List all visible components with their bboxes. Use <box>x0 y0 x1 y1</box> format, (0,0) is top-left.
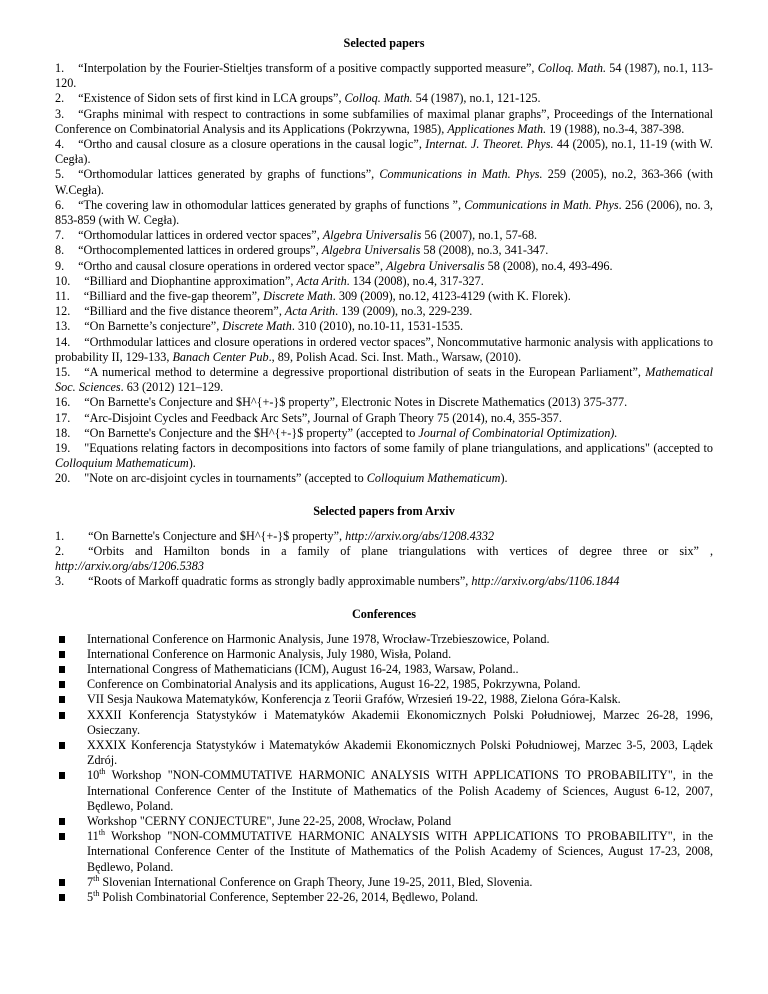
conference-item <box>55 677 713 692</box>
paper-entry <box>55 107 713 137</box>
paper-entry <box>55 198 713 228</box>
arxiv-entry <box>55 574 713 589</box>
item-number: 4. <box>55 137 65 152</box>
item-number: 9. <box>55 258 65 273</box>
text-run: “Orthmodular lattices and closure operations in ordered vector spaces”, Noncommutative harmonic analysis with applications to probability II, 129-133, <box>55 334 713 364</box>
text-run: Workshop "NON-COMMUTATIVE HARMONIC ANALYSIS WITH APPLICATIONS TO PROBABILITY", in the International Conference Center of the Institute of Mathematics of the Polish Academy of Sciences, August 6-12, 2007, Będlewo, Poland. <box>87 768 713 813</box>
square-bullet-icon <box>59 636 65 643</box>
conferences-list <box>55 632 713 906</box>
text-run: “On Barnette's Conjecture and $H^{+-}$ property”, Electronic Notes in Discrete Mathematics (2013) 375-377. <box>84 395 628 410</box>
text-run: “Roots of Markoff quadratic forms as strongly badly approximable numbers”, <box>88 574 472 589</box>
arxiv-entry <box>55 544 713 574</box>
paper-entry <box>55 61 713 91</box>
text-run: 259 (2005), no.2, 363-366 (with W.Cegła). <box>55 167 713 197</box>
text-run: 58 (2008), no.3, 341-347. <box>420 243 549 258</box>
text-run: 54 (1987), no.1, 121-125. <box>412 91 541 106</box>
paper-entry <box>55 91 713 106</box>
paper-entry <box>55 319 713 334</box>
item-number: 3. <box>55 106 65 121</box>
conference-item <box>55 875 713 890</box>
square-bullet-icon <box>59 833 65 840</box>
text-run: “Graphs minimal with respect to contractions in some subfamilies of maximal planar graphs”, Proceedings of the International Conference on Combinatorial Analysis and its Applications (Pokrzywna, 1985), <box>55 106 713 136</box>
text-run: “Interpolation by the Fourier-Stieltjes transform of a positive compactly supported measure”, <box>78 61 538 75</box>
paper-entry <box>55 228 713 243</box>
conference-item <box>55 738 713 768</box>
arxiv-entry <box>55 529 713 544</box>
italic-text: Banach Center Pub <box>172 349 269 364</box>
conference-item <box>55 768 713 814</box>
text-run: 19 (1988), no.3-4, 387-398. <box>546 121 685 136</box>
selected-papers-heading: Selected papers <box>343 36 425 50</box>
paper-entry <box>55 395 713 410</box>
text-run: “A numerical method to determine a degressive proportional distribution of seats in the European Parliament”, <box>84 365 646 380</box>
text-run: 54 (1987), no.1, 113-120. <box>55 61 713 91</box>
text-run: “On Barnette's Conjecture and the $H^{+-}$ property” (accepted to <box>84 425 419 440</box>
italic-text: Colloquium Mathematicum <box>55 456 189 471</box>
paper-entry <box>55 243 713 258</box>
item-number: 7. <box>55 228 65 243</box>
square-bullet-icon <box>59 894 65 901</box>
text-run: “On Barnette's Conjecture and $H^{+-}$ property”, <box>88 528 346 543</box>
item-number: 19. <box>55 441 71 456</box>
italic-text: Algebra Universalis <box>386 258 485 273</box>
italic-text: Journal of Combinatorial Optimization). <box>418 425 618 440</box>
text-run: Workshop "CERNY CONJECTURE", June 22-25, 2008, Wrocław, Poland <box>87 813 452 828</box>
text-run: 58 (2008), no.4, 493-496. <box>484 258 613 273</box>
square-bullet-icon <box>59 666 65 673</box>
text-run: . 134 (2008), no.4, 317-327. <box>346 273 484 288</box>
italic-text: Internat. J. Theoret. Phys. <box>425 137 554 152</box>
italic-text: http://arxiv.org/abs/1106.1844 <box>471 574 620 589</box>
italic-text: Communications in Math. Phys <box>464 197 619 212</box>
text-run: 44 (2005), no.1, 11-19 (with W. Cegła). <box>55 137 713 167</box>
italic-text: Colloq. Math. <box>344 91 413 106</box>
selected-papers-list <box>55 61 713 487</box>
item-number: 15. <box>55 365 71 380</box>
conference-item <box>55 829 713 875</box>
conference-item <box>55 708 713 738</box>
square-bullet-icon <box>59 818 65 825</box>
italic-text: Algebra Universalis <box>322 228 422 243</box>
square-bullet-icon <box>59 651 65 658</box>
italic-text: Discrete Math <box>263 289 333 304</box>
square-bullet-icon <box>59 772 65 779</box>
text-run: ). <box>188 456 196 471</box>
italic-text: http://arxiv.org/abs/1206.5383 <box>55 559 204 574</box>
text-run: “Orthocomplemented lattices in ordered groups”, <box>78 243 322 258</box>
italic-text: Applicationes Math. <box>447 121 547 136</box>
item-number: 2. <box>55 91 65 106</box>
text-run: XXXIX Konferencja Statystyków i Matematyków Akademii Ekonomicznych Polski Południowej, Marzec 3-5, 2003, Lądek Zdrój. <box>87 737 713 768</box>
item-number: 13. <box>55 319 71 334</box>
square-bullet-icon <box>59 712 65 719</box>
text-run: “Billiard and the five-gap theorem”, <box>83 289 264 304</box>
item-number: 18. <box>55 425 71 440</box>
text-run: “Billiard and the five distance theorem”, <box>84 304 285 319</box>
text-run: “Ortho and causal closure operations in ordered vector space”, <box>78 258 387 273</box>
conference-item <box>55 890 713 905</box>
italic-text: Algebra Universalis <box>321 243 421 258</box>
paper-entry <box>55 441 713 471</box>
item-number: 11. <box>55 289 70 304</box>
conferences-heading: Conferences <box>351 606 417 621</box>
text-run: “Orthomodular lattices generated by graphs of functions”, <box>78 167 380 182</box>
item-number: 1. <box>55 528 65 543</box>
italic-text: http://arxiv.org/abs/1208.4332 <box>345 528 495 543</box>
square-bullet-icon <box>59 742 65 749</box>
ordinal-suffix: th <box>99 767 106 777</box>
item-number: 20. <box>55 471 71 486</box>
text-run: ., 89, Polish Acad. Sci. Inst. Math., Warsaw, (2010). <box>268 349 522 364</box>
text-run: “Orthomodular lattices in ordered vector spaces”, <box>78 228 323 243</box>
conference-item <box>55 632 713 647</box>
conference-item <box>55 692 713 707</box>
text-run: “Orbits and Hamilton bonds in a family of plane triangulations with vertices of degree three or six” , <box>88 543 713 558</box>
italic-text: Colloq. Math. <box>537 61 606 75</box>
item-number: 17. <box>55 410 71 425</box>
text-run: “Arc-Disjoint Cycles and Feedback Arc Sets”, Journal of Graph Theory 75 (2014), no.4, 355-357. <box>84 410 562 425</box>
paper-entry <box>55 167 713 197</box>
text-run: 5 <box>87 889 94 904</box>
item-number: 1. <box>55 61 65 75</box>
text-run: . 63 (2012) 121–129. <box>120 380 224 395</box>
item-number: 5. <box>55 167 65 182</box>
paper-entry <box>55 365 713 395</box>
text-run: . 139 (2009), no.3, 229-239. <box>335 304 473 319</box>
text-run: International Congress of Mathematicians (ICM), August 16-24, 1983, Warsaw, Poland.. <box>87 661 519 676</box>
text-run: ). <box>500 471 508 486</box>
square-bullet-icon <box>59 696 65 703</box>
paper-entry <box>55 274 713 289</box>
text-run: 7 <box>87 874 94 889</box>
item-number: 16. <box>55 395 71 410</box>
paper-entry <box>55 259 713 274</box>
arxiv-papers-list <box>55 529 713 590</box>
text-run: "Equations relating factors in decompositions into factors of some family of plane triangulations, and applications" (accepted to <box>84 441 713 456</box>
text-run: 56 (2007), no.1, 57-68. <box>421 228 538 243</box>
paper-entry <box>55 137 713 167</box>
item-number: 2. <box>55 543 65 558</box>
text-run: International Conference on Harmonic Analysis, July 1980, Wisła, Poland. <box>87 646 452 661</box>
ordinal-suffix: th <box>93 873 100 883</box>
text-run: 11 <box>87 829 99 844</box>
text-run: XXXII Konferencja Statystyków i Matematyków Akademii Ekonomicznych Polski Południowej, Marzec 26-28, 1996, Osieczany. <box>87 707 713 737</box>
italic-text: Acta Arith <box>284 304 336 319</box>
item-number: 3. <box>55 574 65 589</box>
text-run: Polish Combinatorial Conference, September 22-26, 2014, Będlewo, Poland. <box>99 889 479 904</box>
paper-entry <box>55 411 713 426</box>
conference-item <box>55 814 713 829</box>
item-number: 14. <box>55 334 71 349</box>
text-run: “On Barnette’s conjecture”, <box>84 319 223 334</box>
conference-item <box>55 662 713 677</box>
italic-text: Communications in Math. Phys. <box>379 167 543 182</box>
text-run: 10 <box>87 768 100 783</box>
arxiv-papers-heading: Selected papers from Arxiv <box>313 503 455 518</box>
paper-entry <box>55 304 713 319</box>
paper-entry <box>55 426 713 441</box>
text-run: “Ortho and causal closure as a closure operations in the causal logic”, <box>78 137 426 152</box>
text-run: International Conference on Harmonic Analysis, June 1978, Wrocław-Trzebieszowice, Poland. <box>87 631 550 646</box>
paper-entry <box>55 289 713 304</box>
square-bullet-icon <box>59 681 65 688</box>
italic-text: Acta Arith <box>296 273 347 288</box>
square-bullet-icon <box>59 879 65 886</box>
italic-text: Discrete Math <box>222 319 292 334</box>
text-run: Slovenian International Conference on Graph Theory, June 19-25, 2011, Bled, Slovenia. <box>99 874 533 889</box>
text-run: Conference on Combinatorial Analysis and its applications, August 16-22, 1985, Pokrzywna, Poland. <box>87 677 581 692</box>
text-run: . 309 (2009), no.12, 4123-4129 (with K. Florek). <box>332 289 571 304</box>
item-number: 12. <box>55 304 71 319</box>
item-number: 10. <box>55 273 71 288</box>
italic-text: Colloquium Mathematicum <box>366 471 501 486</box>
ordinal-suffix: th <box>93 888 100 898</box>
conference-item <box>55 647 713 662</box>
italic-text: Mathematical Soc. Sciences <box>55 365 713 395</box>
item-number: 8. <box>55 243 65 258</box>
ordinal-suffix: th <box>98 828 105 838</box>
text-run: “Existence of Sidon sets of first kind in LCA groups”, <box>78 91 345 106</box>
text-run: . 310 (2010), no.10-11, 1531-1535. <box>291 319 464 334</box>
text-run: VII Sesja Naukowa Matematyków, Konferencja z Teorii Grafów, Wrzesień 19-22, 1988, Zielona Góra-Kalsk. <box>87 692 621 707</box>
text-run: "Note on arc-disjoint cycles in tournaments” (accepted to <box>84 471 367 486</box>
text-run: “The covering law in othomodular lattices generated by graphs of functions ”, <box>78 197 465 212</box>
paper-entry <box>55 335 713 365</box>
text-run: “Billiard and Diophantine approximation”, <box>84 273 297 288</box>
text-run: . 256 (2006), no. 3, 853-859 (with W. Cegła). <box>55 197 713 228</box>
paper-entry <box>55 471 713 486</box>
item-number: 6. <box>55 197 65 212</box>
text-run: Workshop "NON-COMMUTATIVE HARMONIC ANALYSIS WITH APPLICATIONS TO PROBABILITY", in the International Conference Center of the Institute of Mathematics of the Polish Academy of Sciences, August 17-23, 2008, Będlewo, Poland. <box>87 829 713 874</box>
